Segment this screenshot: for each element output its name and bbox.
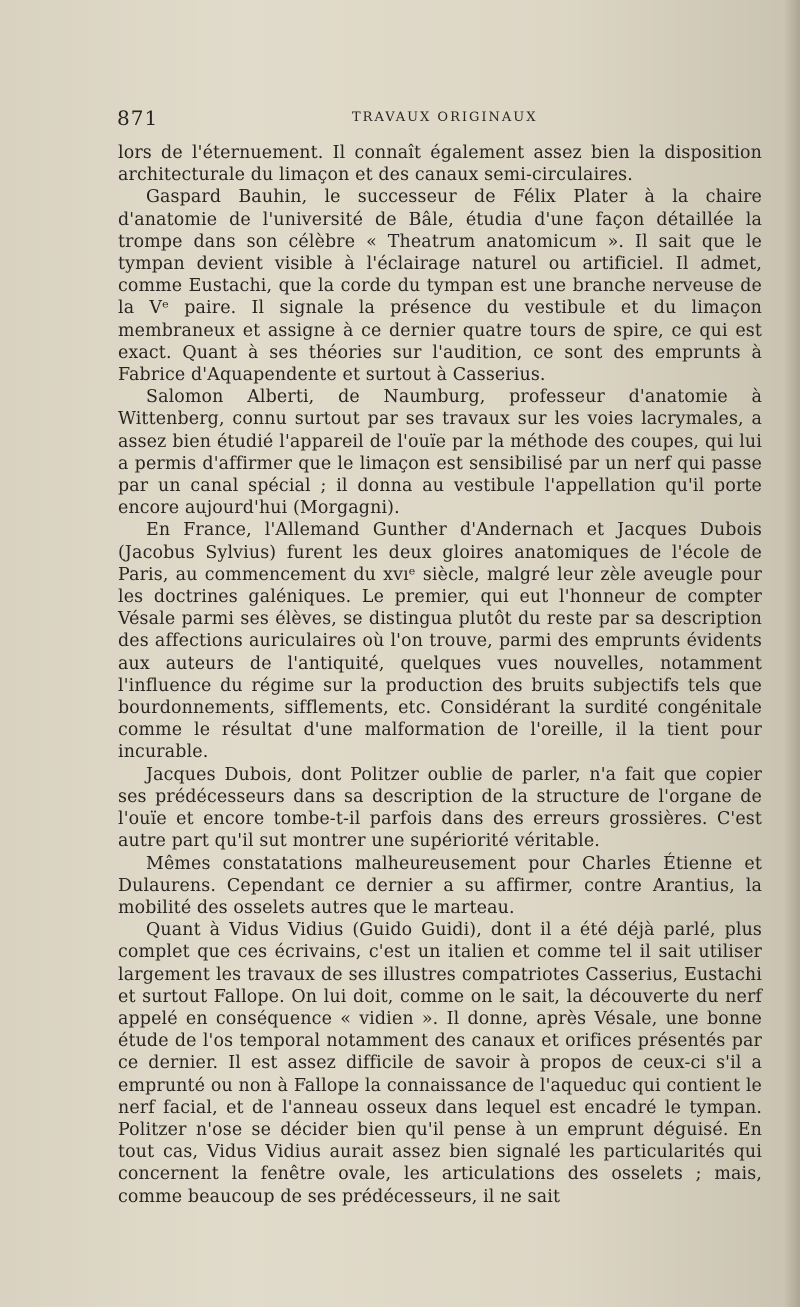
paragraph-france: En France, l'Allemand Gunther d'Andernach et Jacques Dubois (Jacobus Sylvius) furent les deux gloires anatomiques de l'école de Paris, au commencement du xvıᵉ siècle, malgré leur zèle aveugle pour les doctrines galéniques. Le premier, qui eut l'honneur de compter Vésale parmi ses élèves, se distingua plutôt du reste par sa description des affections auriculaires où l'on trouve, parmi des emprunts évidents aux auteurs de l'antiquité, quelques vues nouvelles, notamment l'influence du régime sur la production des bruits subjectifs tels que bourdonnements, sifflements, etc. Considérant la surdité congénitale comme le résultat d'une malformation de l'oreille, il la tient pour incurable. [118, 520, 762, 763]
paragraph-alberti: Salomon Alberti, de Naumburg, professeur d'anatomie à Wittenberg, connu surtout par ses travaux sur les voies lacrymales, a assez bien étudié l'appareil de l'ouïe par la méthode des coupes, qui lui a permis d'affirmer que le limaçon est sensibilisé par un nerf qui passe par un canal spécial ; il donna au vestibule l'appellation qu'il porte encore aujourd'hui (Morgagni). [118, 387, 762, 519]
running-head: TRAVAUX ORIGINAUX [352, 110, 538, 125]
page-edge-shadow [784, 0, 800, 1307]
paragraph-bauhin: Gaspard Bauhin, le successeur de Félix Plater à la chaire d'anatomie de l'université de Bâle, étudia d'une façon détaillée la trompe dans son célèbre « Theatrum anatomicum ». Il sait que le tympan devient visible à l'éclairage naturel ou artificiel. Il admet, comme Eustachi, que la corde du tympan est une branche nerveuse de la Vᵉ paire. Il signale la présence du vestibule et du limaçon membraneux et assigne à ce dernier quatre tours de spire, ce qui est exact. Quant à ses théories sur l'audition, ce sont des emprunts à Fabrice d'Aquapendente et surtout à Casserius. [118, 187, 762, 386]
page-number: 871 [117, 106, 159, 130]
body-text [118, 142, 762, 1208]
paragraph-etienne-dulaurens: Mêmes constatations malheureusement pour Charles Étienne et Dulaurens. Cependant ce dernier a su affirmer, contre Arantius, la mobilité des osselets autres que le marteau. [118, 853, 762, 918]
paragraph-continued: lors de l'éternuement. Il connaît également assez bien la disposition architecturale du limaçon et des canaux semi-circulaires. [118, 143, 762, 186]
paragraph-vidius: Quant à Vidus Vidius (Guido Guidi), dont il a été déjà parlé, plus complet que ces écrivains, c'est un italien et comme tel il sait utiliser largement les travaux de ses illustres compatriotes Casserius, Eustachi et surtout Fallope. On lui doit, comme on le sait, la découverte du nerf appelé en conséquence « vidien ». Il donne, après Vésale, une bonne étude de l'os temporal notamment des canaux et orifices présentés par ce dernier. Il est assez difficile de savoir à propos de ceux-ci s'il a emprunté ou non à Fallope la connaissance de l'aqueduc qui contient le nerf facial, et de l'anneau osseux dans lequel est encadré le tympan. Politzer n'ose se décider bien qu'il pense à un emprunt déguisé. En tout cas, Vidus Vidius aurait assez bien signalé les particularités qui concernent la fenêtre ovale, les articulations des osselets ; mais, comme beaucoup de ses prédécesseurs, il ne sait [118, 920, 762, 1207]
paragraph-dubois: Jacques Dubois, dont Politzer oublie de parler, n'a fait que copier ses prédécesseurs dans sa description de la structure de l'organe de l'ouïe et encore tombe-t-il parfois dans des erreurs grossières. C'est autre part qu'il sut montrer une supériorité véritable. [118, 764, 762, 852]
